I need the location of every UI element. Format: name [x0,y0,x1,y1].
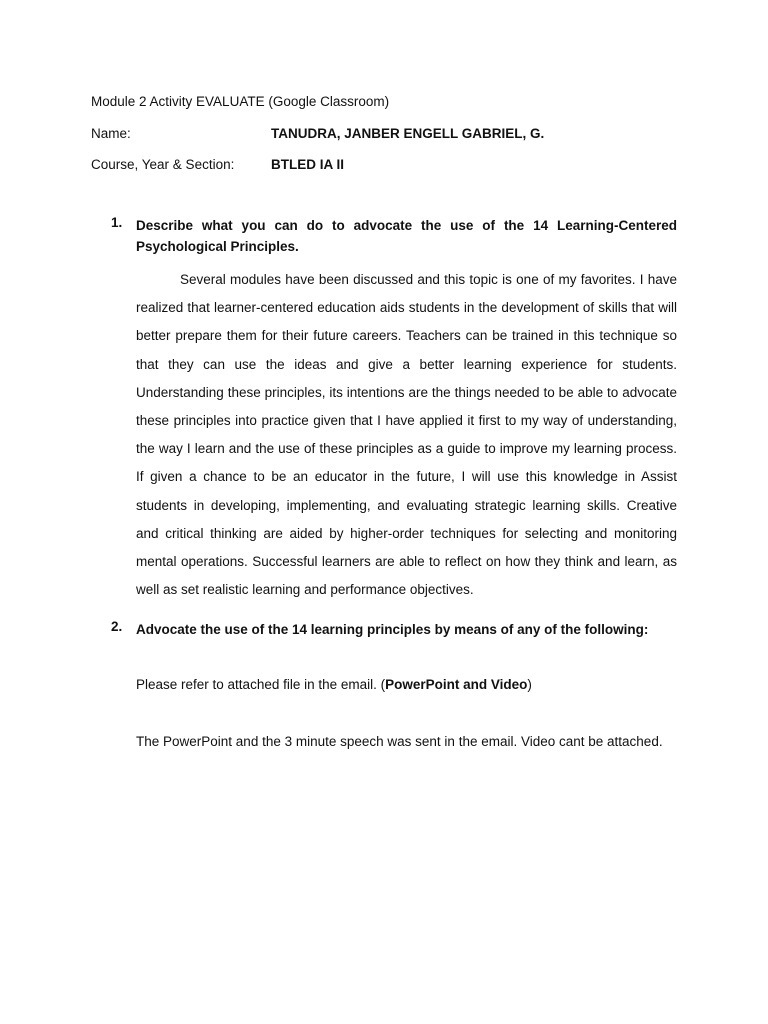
question-2-number: 2. [111,619,123,634]
name-row [91,126,544,141]
course-row [91,157,344,172]
question-1-answer: Several modules have been discussed and this topic is one of my favorites. I have realized that learner-centered education aids students in the development of skills that will better prepare them for their future careers. Teachers can be trained in this technique so that they can use the ideas and give a better learning experience for students. Understanding these principles, its intentions are the things needed to be able to advocate these principles into practice given that I have applied it first to my way of understanding, the way I learn and the use of these principles as a guide to improve my learning process. If given a chance to be an educator in the future, I will use this knowledge in Assist students in developing, implementing, and evaluating strategic learning skills. Creative and critical thinking are aided by higher-order techniques for selecting and monitoring mental operations. Successful learners are able to reflect on how they think and learn, as well as set realistic learning and performance objectives. [136,272,677,598]
name-value: TANUDRA, JANBER ENGELL GABRIEL, G. [271,126,545,141]
answer-suffix: ) [527,677,532,692]
question-1-text: Describe what you can do to advocate the use of the 14 Learning-Centered Psychological Principles. [136,218,677,254]
course-label: Course, Year & Section: [91,157,235,172]
document-title: Module 2 Activity EVALUATE (Google Classroom) [91,94,390,109]
question-1 [111,215,677,257]
answer-bold: PowerPoint and Video [385,677,528,692]
name-label: Name: [91,126,131,141]
question-1-number: 1. [111,215,123,230]
question-2-note: The PowerPoint and the 3 minute speech was sent in the email. Video cant be attached. [136,734,663,749]
course-value: BTLED IA II [271,157,344,172]
question-2-answer [136,677,532,692]
question-2-text: Advocate the use of the 14 learning principles by means of any of the following: [136,622,649,637]
answer-prefix: Please refer to attached file in the email. ( [136,677,386,692]
question-2 [111,619,677,640]
